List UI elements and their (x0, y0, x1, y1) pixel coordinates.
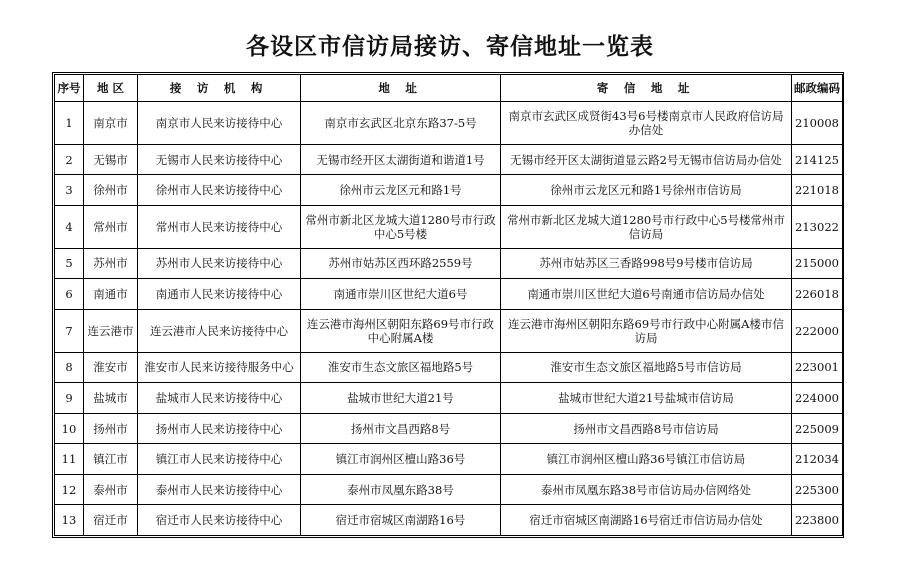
cell-agency: 淮安市人民来访接待服务中心 (138, 352, 301, 383)
table-row (55, 144, 843, 175)
cell-region: 徐州市 (84, 175, 138, 206)
table-row (55, 444, 843, 475)
cell-region: 盐城市 (84, 383, 138, 414)
table-header-row (55, 75, 843, 102)
table-row (55, 309, 843, 352)
cell-agency: 宿迁市人民来访接待中心 (138, 505, 301, 536)
cell-address: 南通市崇川区世纪大道6号 (301, 279, 501, 310)
cell-seq: 12 (55, 474, 84, 505)
cell-postcode: 225300 (792, 474, 843, 505)
header-agency: 接 访 机 构 (138, 75, 301, 102)
cell-postcode: 222000 (792, 309, 843, 352)
header-seq: 序号 (55, 75, 84, 102)
cell-seq: 1 (55, 102, 84, 145)
cell-mail-address: 南京市玄武区成贤街43号6号楼南京市人民政府信访局办信处 (501, 102, 792, 145)
cell-seq: 13 (55, 505, 84, 536)
table-row (55, 248, 843, 279)
cell-seq: 10 (55, 413, 84, 444)
cell-mail-address: 宿迁市宿城区南湖路16号宿迁市信访局办信处 (501, 505, 792, 536)
cell-region: 宿迁市 (84, 505, 138, 536)
cell-seq: 9 (55, 383, 84, 414)
cell-postcode: 226018 (792, 279, 843, 310)
page-title: 各设区市信访局接访、寄信地址一览表 (246, 34, 654, 60)
cell-address: 常州市新北区龙城大道1280号市行政中心5号楼 (301, 205, 501, 248)
cell-agency: 连云港市人民来访接待中心 (138, 309, 301, 352)
cell-seq: 4 (55, 205, 84, 248)
cell-agency: 常州市人民来访接待中心 (138, 205, 301, 248)
cell-postcode: 225009 (792, 413, 843, 444)
cell-region: 淮安市 (84, 352, 138, 383)
cell-address: 泰州市凤凰东路38号 (301, 474, 501, 505)
cell-region: 南通市 (84, 279, 138, 310)
cell-agency: 无锡市人民来访接待中心 (138, 144, 301, 175)
table-row (55, 413, 843, 444)
cell-mail-address: 扬州市文昌西路8号市信访局 (501, 413, 792, 444)
table-row (55, 205, 843, 248)
cell-mail-address: 徐州市云龙区元和路1号徐州市信访局 (501, 175, 792, 206)
cell-seq: 7 (55, 309, 84, 352)
cell-agency: 泰州市人民来访接待中心 (138, 474, 301, 505)
header-region: 地 区 (84, 75, 138, 102)
cell-mail-address: 南通市崇川区世纪大道6号南通市信访局办信处 (501, 279, 792, 310)
header-mail-address: 寄 信 地 址 (501, 75, 792, 102)
cell-seq: 2 (55, 144, 84, 175)
header-postcode: 邮政编码 (792, 75, 843, 102)
cell-postcode: 221018 (792, 175, 843, 206)
cell-seq: 6 (55, 279, 84, 310)
cell-mail-address: 盐城市世纪大道21号盐城市信访局 (501, 383, 792, 414)
cell-mail-address: 淮安市生态文旅区福地路5号市信访局 (501, 352, 792, 383)
address-table (54, 74, 843, 536)
cell-region: 无锡市 (84, 144, 138, 175)
cell-region: 连云港市 (84, 309, 138, 352)
cell-address: 淮安市生态文旅区福地路5号 (301, 352, 501, 383)
cell-postcode: 213022 (792, 205, 843, 248)
table-row (55, 279, 843, 310)
cell-address: 连云港市海州区朝阳东路69号市行政中心附属A楼 (301, 309, 501, 352)
cell-postcode: 214125 (792, 144, 843, 175)
cell-region: 镇江市 (84, 444, 138, 475)
cell-address: 徐州市云龙区元和路1号 (301, 175, 501, 206)
header-address: 地 址 (301, 75, 501, 102)
cell-mail-address: 泰州市凤凰东路38号市信访局办信网络处 (501, 474, 792, 505)
cell-mail-address: 苏州市姑苏区三香路998号9号楼市信访局 (501, 248, 792, 279)
cell-postcode: 223001 (792, 352, 843, 383)
cell-region: 南京市 (84, 102, 138, 145)
cell-agency: 镇江市人民来访接待中心 (138, 444, 301, 475)
cell-address: 南京市玄武区北京东路37-5号 (301, 102, 501, 145)
cell-agency: 南通市人民来访接待中心 (138, 279, 301, 310)
cell-region: 常州市 (84, 205, 138, 248)
cell-agency: 南京市人民来访接待中心 (138, 102, 301, 145)
table-row (55, 505, 843, 536)
cell-address: 无锡市经开区太湖街道和谐道1号 (301, 144, 501, 175)
cell-postcode: 210008 (792, 102, 843, 145)
cell-seq: 11 (55, 444, 84, 475)
cell-seq: 3 (55, 175, 84, 206)
cell-seq: 5 (55, 248, 84, 279)
cell-postcode: 223800 (792, 505, 843, 536)
table-row (55, 383, 843, 414)
cell-mail-address: 无锡市经开区太湖街道显云路2号无锡市信访局办信处 (501, 144, 792, 175)
cell-agency: 扬州市人民来访接待中心 (138, 413, 301, 444)
cell-region: 扬州市 (84, 413, 138, 444)
table-row (55, 175, 843, 206)
table-row (55, 474, 843, 505)
cell-postcode: 224000 (792, 383, 843, 414)
cell-address: 扬州市文昌西路8号 (301, 413, 501, 444)
cell-region: 苏州市 (84, 248, 138, 279)
cell-postcode: 212034 (792, 444, 843, 475)
cell-address: 盐城市世纪大道21号 (301, 383, 501, 414)
cell-agency: 苏州市人民来访接待中心 (138, 248, 301, 279)
cell-mail-address: 连云港市海州区朝阳东路69号市行政中心附属A楼市信访局 (501, 309, 792, 352)
cell-postcode: 215000 (792, 248, 843, 279)
cell-address: 镇江市润州区檀山路36号 (301, 444, 501, 475)
cell-mail-address: 镇江市润州区檀山路36号镇江市信访局 (501, 444, 792, 475)
table-row (55, 102, 843, 145)
cell-mail-address: 常州市新北区龙城大道1280号市行政中心5号楼常州市信访局 (501, 205, 792, 248)
cell-region: 泰州市 (84, 474, 138, 505)
cell-agency: 盐城市人民来访接待中心 (138, 383, 301, 414)
table-row (55, 352, 843, 383)
cell-address: 苏州市姑苏区西环路2559号 (301, 248, 501, 279)
cell-address: 宿迁市宿城区南湖路16号 (301, 505, 501, 536)
cell-seq: 8 (55, 352, 84, 383)
cell-agency: 徐州市人民来访接待中心 (138, 175, 301, 206)
